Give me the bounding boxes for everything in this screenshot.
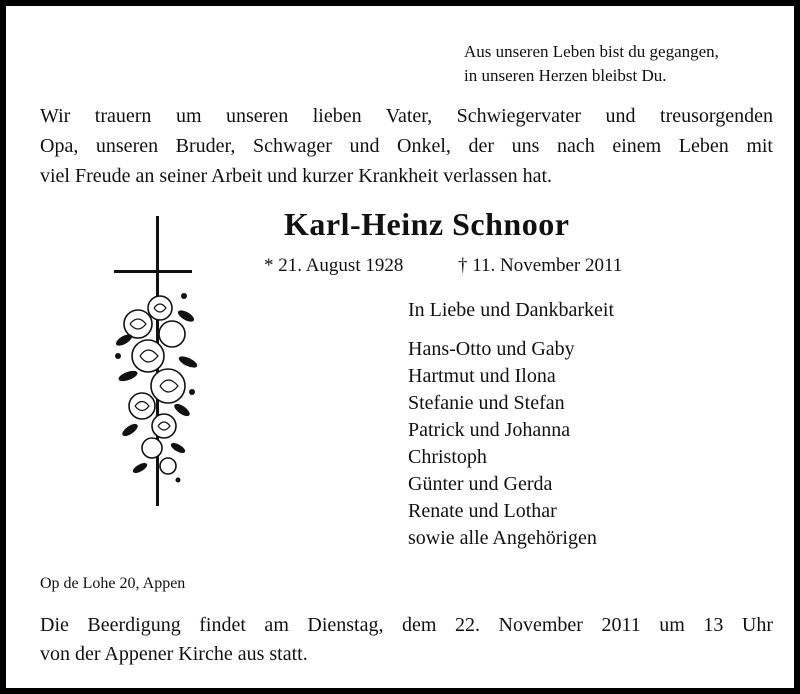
- intro-paragraph: [40, 101, 773, 191]
- intro-line: Wir trauern um unseren lieben Vater, Schwiegervater und treusorgenden: [40, 105, 773, 127]
- funeral-line: von der Appener Kirche aus statt.: [40, 643, 308, 665]
- family-member: Stefanie und Stefan: [408, 392, 565, 414]
- family-signature: [408, 297, 614, 552]
- family-member: Christoph: [408, 446, 487, 468]
- family-member: Patrick und Johanna: [408, 419, 571, 441]
- family-member: Günter und Gerda: [408, 473, 553, 495]
- family-member: Renate und Lothar: [408, 500, 557, 522]
- intro-line: viel Freude an seiner Arbeit und kurzer Krankheit verlassen hat.: [40, 165, 553, 187]
- family-greeting: In Liebe und Dankbarkeit: [408, 299, 615, 321]
- funeral-line: Die Beerdigung findet am Dienstag, dem 22. November 2011 um 13 Uhr: [40, 614, 773, 636]
- funeral-notice: [40, 611, 773, 669]
- motto: [464, 40, 719, 88]
- cross-horizontal-beam: [114, 270, 192, 273]
- death-date: † 11. November 2011: [458, 255, 623, 276]
- address: Op de Lohe 20, Appen: [40, 575, 186, 592]
- family-member: Hartmut und Ilona: [408, 365, 556, 387]
- intro-line: Opa, unseren Bruder, Schwager und Onkel, der uns nach einem Leben mit: [40, 135, 773, 157]
- birth-date: * 21. August 1928: [264, 255, 404, 276]
- family-member: Hans-Otto und Gaby: [408, 338, 575, 360]
- cross-with-roses-icon: [68, 216, 208, 516]
- motto-line: in unseren Herzen bleibst Du.: [464, 66, 667, 85]
- deceased-name: Karl-Heinz Schnoor: [284, 206, 570, 242]
- family-member: sowie alle Angehörigen: [408, 527, 597, 549]
- motto-line: Aus unseren Leben bist du gegangen,: [464, 42, 719, 61]
